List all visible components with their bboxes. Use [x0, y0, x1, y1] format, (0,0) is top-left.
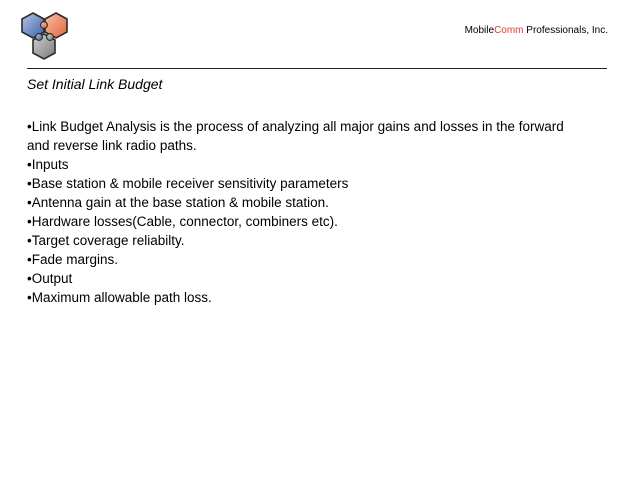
company-name-suffix: Professionals, Inc.	[523, 25, 608, 36]
bullet-item: •Antenna gain at the base station & mobile station.	[27, 195, 329, 210]
puzzle-hexagon-logo	[18, 10, 72, 66]
bullet-item: •Output	[27, 271, 73, 286]
company-name-prefix: Mobile	[464, 25, 495, 36]
slide-title: Set Initial Link Budget	[27, 76, 163, 92]
company-name-accent: Comm	[494, 25, 524, 36]
bullet-item: •Base station & mobile receiver sensitivity parameters	[27, 176, 349, 191]
bullet-item: •Hardware losses(Cable, connector, combiners etc).	[27, 214, 338, 229]
bullet-item: •Target coverage reliabilty.	[27, 233, 185, 248]
bullet-item: •Maximum allowable path loss.	[27, 290, 212, 305]
bullet-item: •Inputs	[27, 157, 69, 172]
bullet-item: •Link Budget Analysis is the process of analyzing all major gains and losses in the forward and reverse link radio paths.	[27, 119, 564, 153]
company-name	[465, 25, 608, 36]
bullet-list	[27, 117, 587, 307]
header-divider	[27, 68, 607, 69]
bullet-item: •Fade margins.	[27, 252, 119, 267]
